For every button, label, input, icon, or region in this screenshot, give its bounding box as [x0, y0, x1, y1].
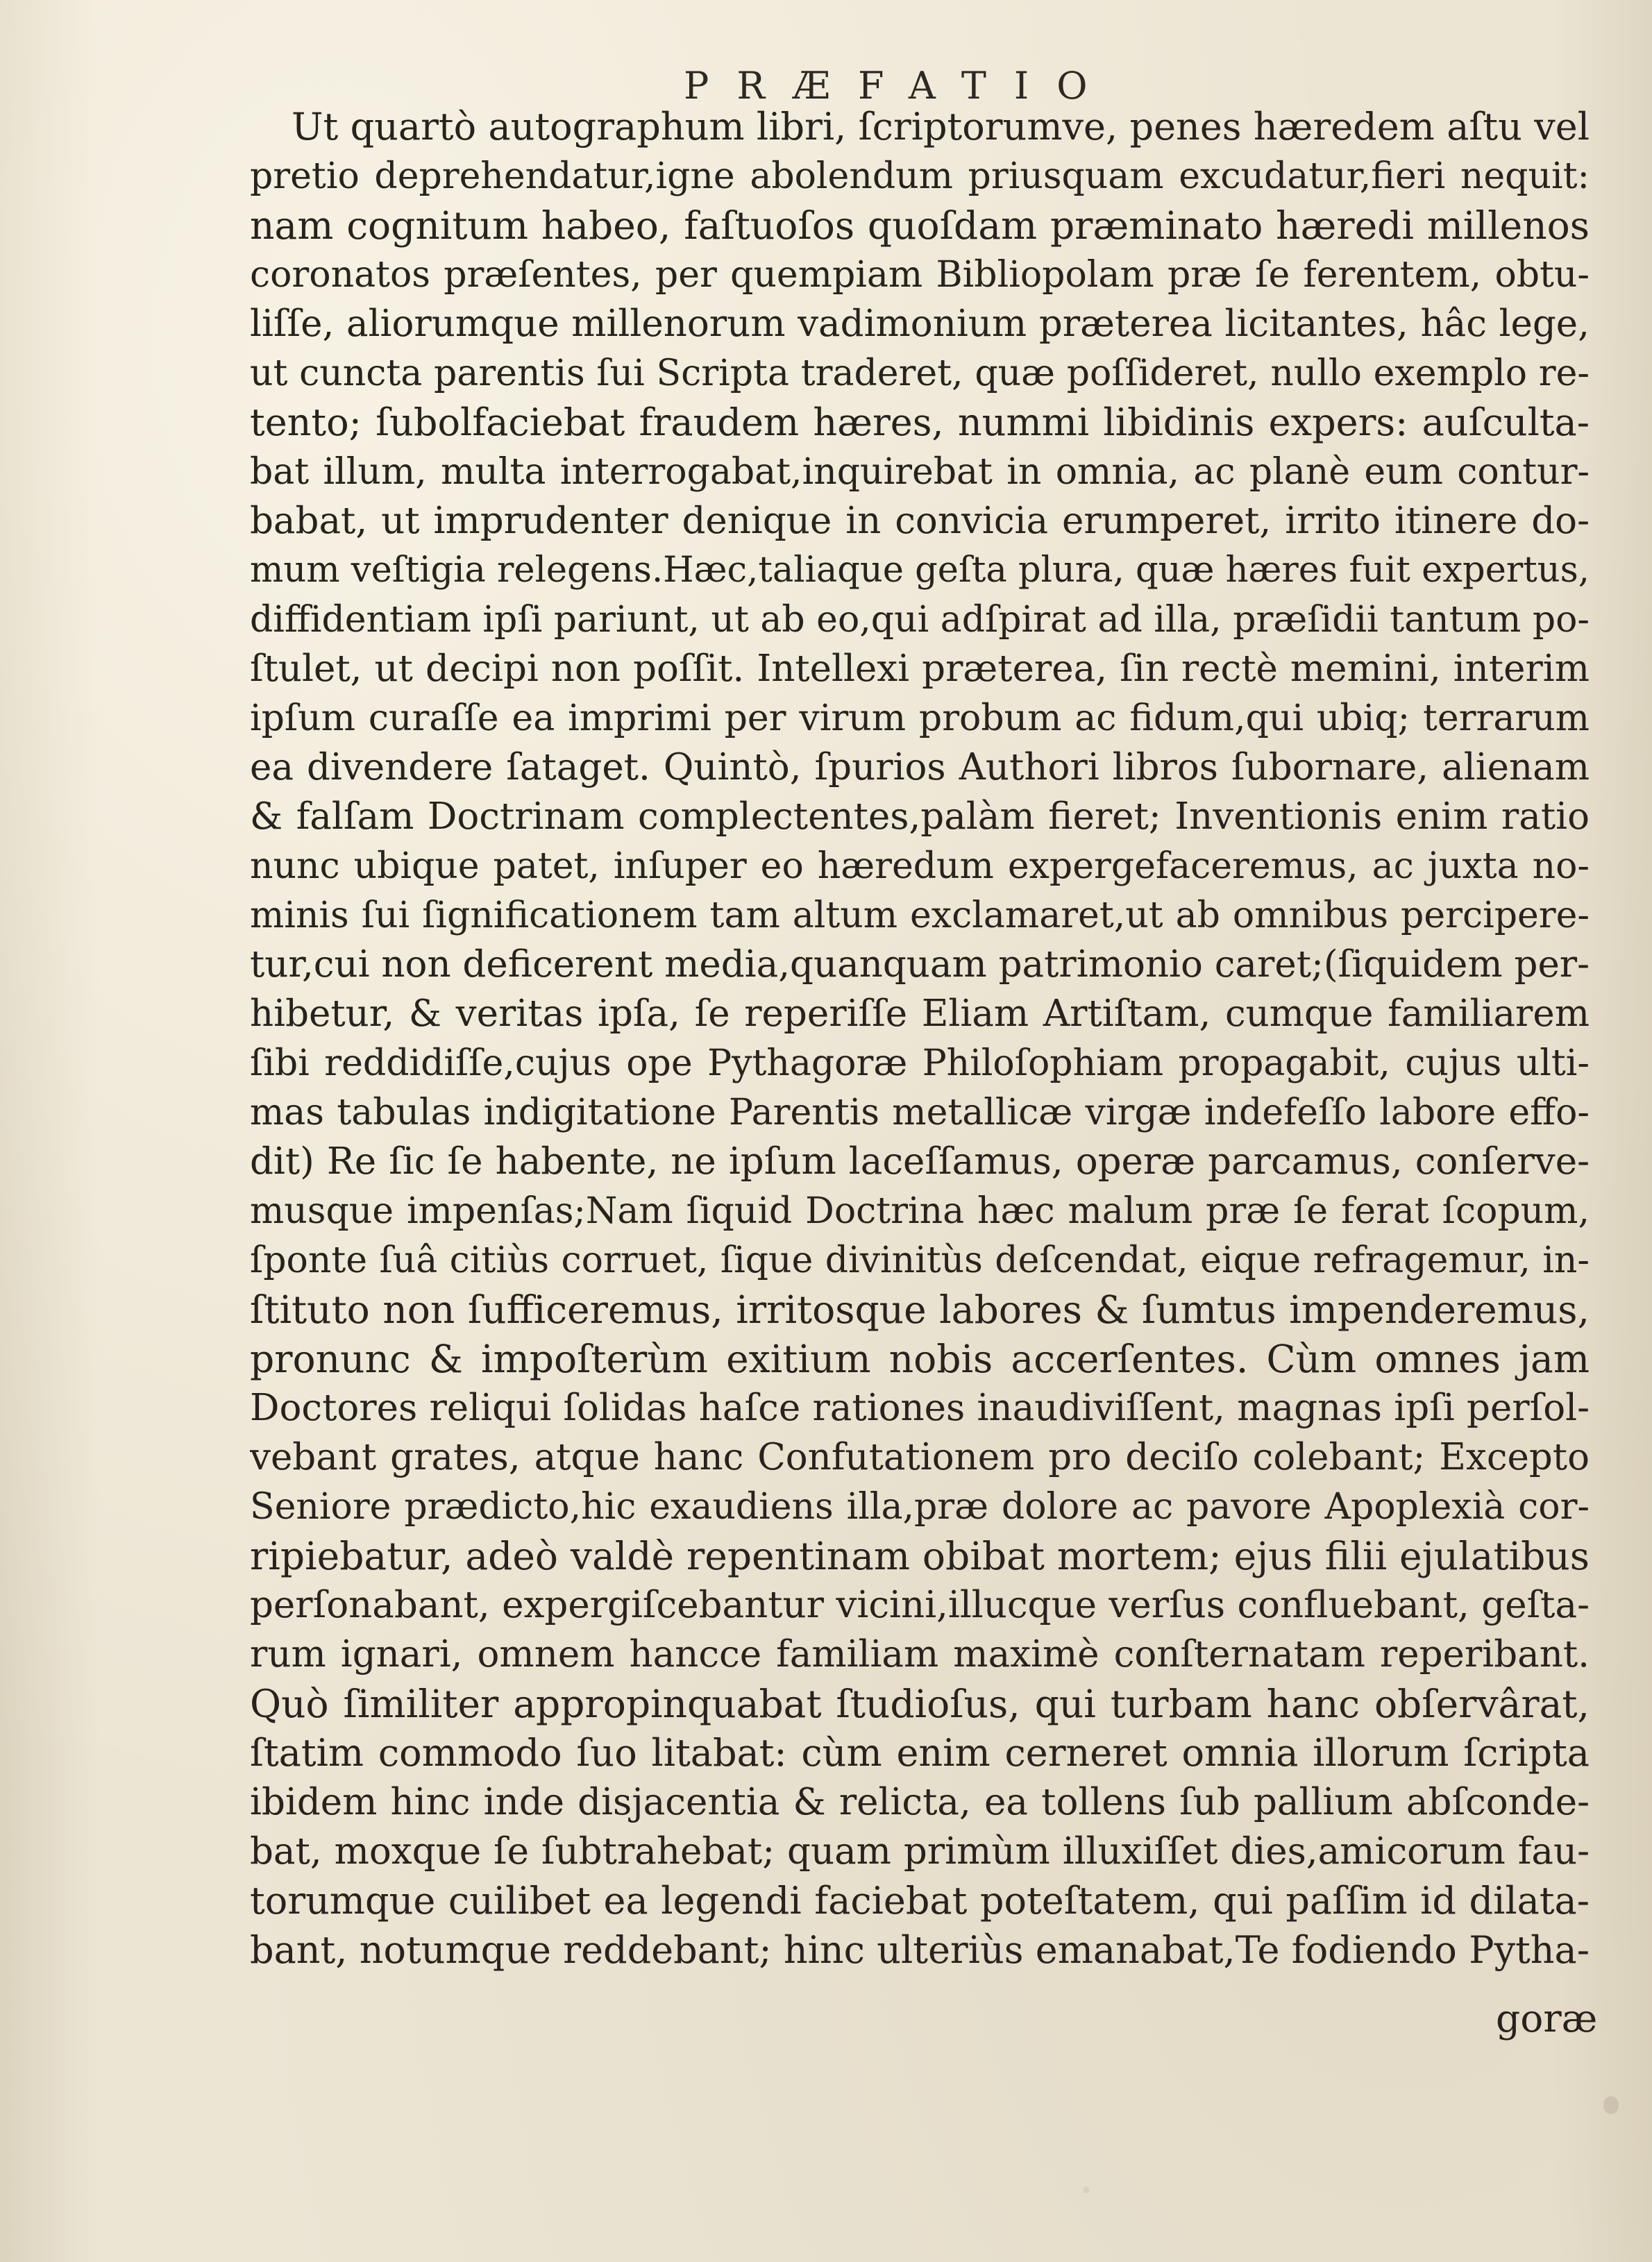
text-line: nunc ubique patet, inſuper eo hæredum expergefaceremus, ac juxta no-	[250, 845, 1590, 887]
text-line: ripiebatur, adeò valdè repentinam obibat mortem; ejus filii ejulatibus	[250, 1534, 1590, 1578]
text-line: ſtatim commodo ſuo litabat: cùm enim cerneret omnia illorum ſcripta	[250, 1731, 1590, 1775]
text-line: dit) Re ſic ſe habente, ne ipſum laceſſamus, operæ parcamus, conſerve-	[250, 1140, 1590, 1183]
text-line: torumque cuilibet ea legendi faciebat poteſtatem, qui paſſim id dilata-	[250, 1879, 1590, 1923]
text-line: hibetur, & veritas ipſa, ſe reperiſſe Eliam Artiſtam, cumque familiarem	[250, 993, 1590, 1035]
text-line: mum veſtigia relegens.Hæc,taliaque geſta plura, quæ hæres fuit expertus,	[250, 550, 1590, 591]
text-line: mas tabulas indigitatione Parentis metallicæ virgæ indefeſſo labore effo-	[250, 1092, 1590, 1133]
paper-stain	[1083, 2186, 1090, 2193]
text-line: Seniore prædicto,hic exaudiens illa,præ dolore ac pavore Apoplexià cor-	[250, 1486, 1590, 1528]
text-line: tento; ſubolfaciebat fraudem hæres, nummi libidinis expers: auſculta-	[250, 400, 1590, 444]
text-line: ibidem hinc inde disjacentia & relicta, ea tollens ſub pallium abſconde-	[250, 1781, 1590, 1823]
text-line: ſtulet, ut decipi non poſſit. Intellexi præterea, ſin rectè memini, interim	[250, 648, 1590, 690]
text-line: minis ſui ſignificationem tam altum exclamaret,ut ab omnibus percipere-	[250, 895, 1590, 936]
text-line: liſſe, aliorumque millenorum vadimonium præterea licitantes, hâc lege,	[250, 303, 1590, 345]
text-line: ipſum curaſſe ea imprimi per virum probum ac fidum,qui ubiq; terrarum	[250, 698, 1590, 739]
text-line: perſonabant, expergiſcebantur vicini,illucque verſus confluebant, geſta-	[250, 1584, 1590, 1626]
text-line: Quò ſimiliter appropinquabat ſtudioſus, qui turbam hanc obſervârat,	[250, 1682, 1590, 1726]
text-line: ut cuncta parentis ſui Scripta traderet, quæ poſſideret, nullo exemplo re-	[250, 353, 1590, 394]
text-line: nam cognitum habeo, faſtuoſos quoſdam præminato hæredi millenos	[250, 203, 1590, 248]
text-line: rum ignari, omnem hancce familiam maximè conſternatam reperibant.	[250, 1633, 1590, 1676]
text-line: ſtituto non ſufficeremus, irritosque labores & ſumtus impenderemus,	[250, 1288, 1590, 1332]
paper-stain	[1603, 2096, 1619, 2114]
text-line: & falſam Doctrinam complectentes,palàm fieret; Inventionis enim ratio	[250, 795, 1590, 838]
text-line: bat illum, multa interrogabat,inquirebat in omnia, ac planè eum contur-	[250, 451, 1590, 493]
text-line: babat, ut imprudenter denique in convicia erumperet, irrito itinere do-	[250, 500, 1590, 542]
text-line: ſibi reddidiſſe,cujus ope Pythagoræ Philoſophiam propagabit, cujus ulti-	[250, 1043, 1590, 1084]
text-line: tur,cui non deficerent media,quanquam patrimonio caret;(ſiquidem per-	[250, 943, 1590, 986]
catchword: goræ	[1496, 1996, 1598, 2041]
text-line: vebant grates, atque hanc Confutationem pro deciſo colebant; Excepto	[250, 1436, 1590, 1478]
text-line: bant, notumque reddebant; hinc ulteriùs emanabat,Te fodiendo Pytha-	[250, 1928, 1590, 1972]
text-line: bat, moxque ſe ſubtrahebat; quam primùm illuxiſſet dies,amicorum fau-	[250, 1830, 1590, 1873]
text-line: Ut quartò autographum libri, ſcriptorumve, penes hæredem aſtu vel	[292, 105, 1590, 149]
running-head: PRÆFATIO	[684, 64, 1115, 108]
text-line: pronunc & impoſterùm exitium nobis accerſentes. Cùm omnes jam	[250, 1337, 1590, 1381]
text-line: diffidentiam ipſi pariunt, ut ab eo,qui adſpirat ad illa, præſidii tantum po-	[250, 599, 1590, 641]
text-line: pretio deprehendatur,igne abolendum priusquam excudatur,fieri nequit:	[250, 155, 1590, 197]
text-line: ea divendere ſataget. Quintò, ſpurios Authori libros ſubornare, alienam	[250, 746, 1590, 788]
text-line: Doctores reliqui ſolidas haſce rationes inaudiviſſent, magnas ipſi perſol-	[250, 1387, 1590, 1429]
text-line: coronatos præſentes, per quempiam Bibliopolam præ ſe ferentem, obtu-	[250, 254, 1590, 296]
text-line: ſponte ſuâ citiùs corruet, ſique divinitùs deſcendat, eique refragemur, in-	[250, 1240, 1590, 1281]
text-line: musque impenſas;Nam ſiquid Doctrina hæc malum præ ſe ferat ſcopum,	[250, 1190, 1590, 1232]
